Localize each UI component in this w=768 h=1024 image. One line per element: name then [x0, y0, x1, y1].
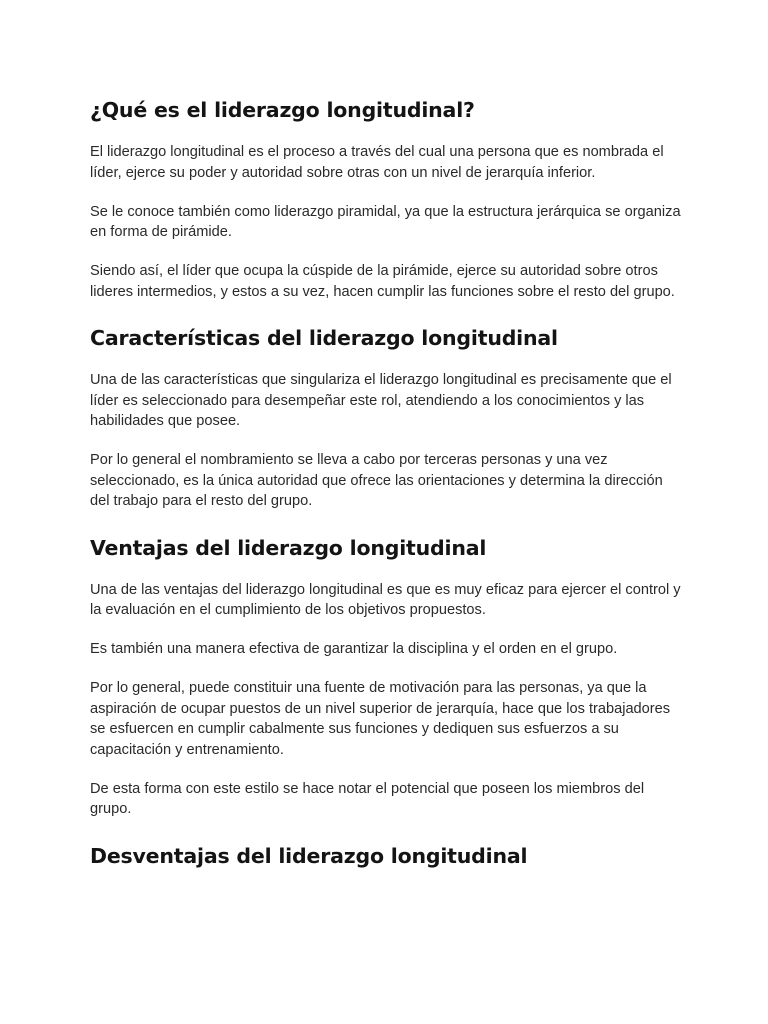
- paragraph: Es también una manera efectiva de garantizar la disciplina y el orden en el grupo.: [90, 641, 618, 657]
- section-heading-caracteristicas: Características del liderazgo longitudinal: [90, 326, 558, 350]
- paragraph: Siendo así, el líder que ocupa la cúspide de la pirámide, ejerce su autoridad sobre otros lideres intermedios, y estos a su vez, hacen cumplir las funciones sobre el resto del grupo.: [90, 263, 675, 300]
- paragraph: Por lo general el nombramiento se lleva a cabo por terceras personas y una vez seleccionado, es la única autoridad que ofrece las orientaciones y determina la dirección del trabajo para el resto del grupo.: [90, 452, 663, 509]
- section-heading-que-es: ¿Qué es el liderazgo longitudinal?: [90, 98, 475, 122]
- section-heading-desventajas: Desventajas del liderazgo longitudinal: [90, 843, 528, 868]
- paragraph: De esta forma con este estilo se hace notar el potencial que poseen los miembros del grupo.: [90, 780, 645, 817]
- section-heading-ventajas: Ventajas del liderazgo longitudinal: [90, 535, 487, 560]
- paragraph: Se le conoce también como liderazgo piramidal, ya que la estructura jerárquica se organiza en forma de pirámide.: [90, 203, 681, 240]
- paragraph: El liderazgo longitudinal es el proceso a través del cual una persona que es nombrada el líder, ejerce su poder y autoridad sobre otras con un nivel de jerarquía inferior.: [90, 144, 664, 181]
- paragraph: Una de las características que singulariza el liderazgo longitudinal es precisamente que el líder es seleccionado para desempeñar este rol, atendiendo a los conocimientos y las habilidades que posee.: [90, 372, 672, 429]
- paragraph: Una de las ventajas del liderazgo longitudinal es que es muy eficaz para ejercer el control y la evaluación en el cumplimiento de los objetivos propuestos.: [90, 581, 681, 618]
- paragraph: Por lo general, puede constituir una fuente de motivación para las personas, ya que la aspiración de ocupar puestos de un nivel superior de jerarquía, hace que los trabajadores se esfuercen en cumplir cabalmente sus funciones y dediquen sus esfuerzos a su capacitación y entrenamiento.: [90, 680, 671, 758]
- document-page: [90, 96, 682, 870]
